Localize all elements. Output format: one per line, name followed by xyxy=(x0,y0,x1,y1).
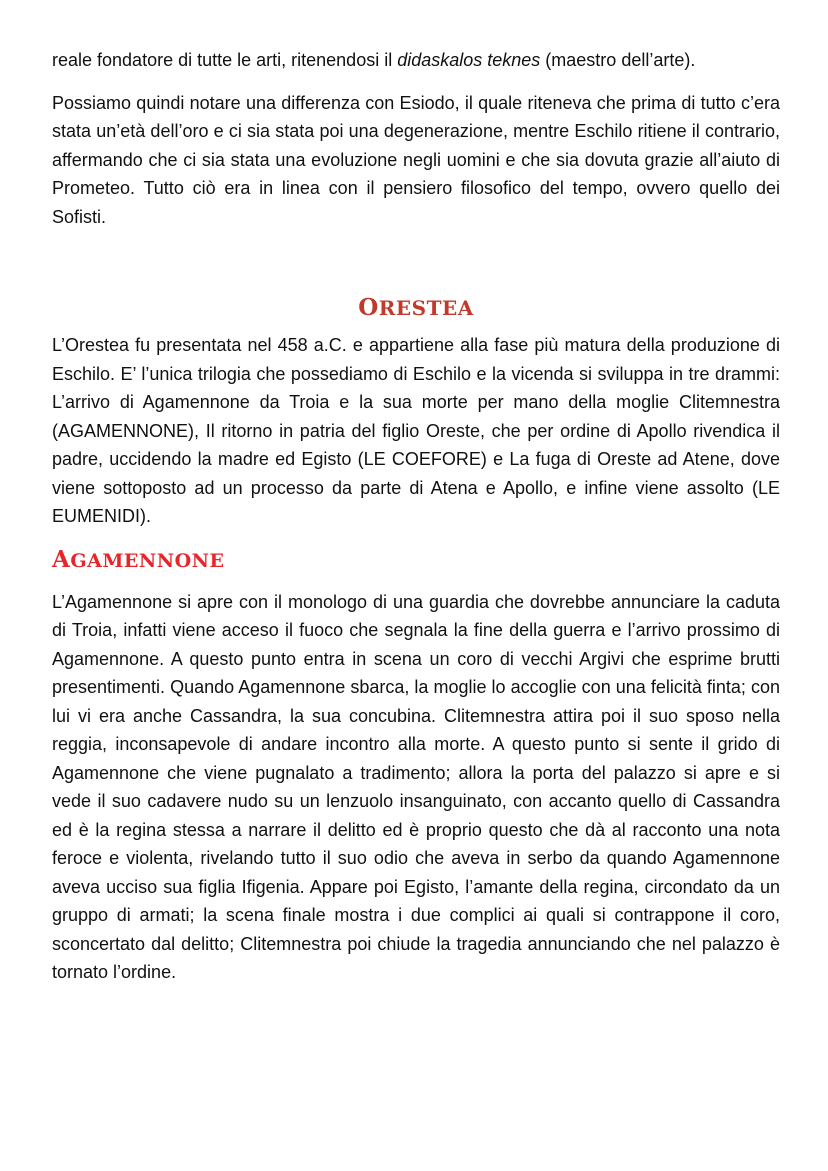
agamennone-heading xyxy=(52,547,780,574)
agamennone-heading-rest: GAMENNONE xyxy=(70,549,225,572)
intro-text-before: reale fondatore di tutte le arti, ritenendosi il xyxy=(52,50,398,70)
intro-italic-term: didaskalos teknes xyxy=(397,50,541,70)
esiodo-paragraph: Possiamo quindi notare una differenza con Esiodo, il quale riteneva che prima di tutto c’era stata un’età dell’oro e ci sia stata poi una degenerazione, mentre Eschilo ritiene il contrario, affermando che ci sia stata una evoluzione negli uomini e che sia dovuta grazie all’aiuto di Prometeo. Tutto ciò era in linea con il pensiero filosofico del tempo, ovvero quello dei Sofisti. xyxy=(52,92,780,227)
orestea-heading xyxy=(52,295,780,321)
intro-text-after: (maestro dell’arte). xyxy=(540,50,696,70)
agamennone-paragraph: L’Agamennone si apre con il monologo di una guardia che dovrebbe annunciare la caduta di Troia, infatti viene acceso il fuoco che segnala la fine della guerra e l’arrivo prossimo di Agamennone. A questo punto entra in scena un coro di vecchi Argivi che esprime brutti presentimenti. Quando Agamennone sbarca, la moglie lo accoglie con una felicità finta; con lui vi era anche Cassandra, la sua concubina. Clitemnestra attira poi il suo sposo nella reggia, inconsapevole di andare incontro alla morte. A questo punto si sente il grido di Agamennone che viene pugnalato a tradimento; allora la porta del palazzo si apre e si vede il suo cadavere nudo su un lenzuolo insanguinato, con accanto quello di Cassandra ed è la regina stessa a narrare il delitto ed è proprio questo che dà al racconto una nota feroce e violenta, rivelando tutto il suo odio che aveva in serbo da quando Agamennone aveva ucciso sua figlia Ifigenia. Appare poi Egisto, l’amante della regina, circondato da un gruppo di armati; la scena finale mostra i due complici ai quali si contrappone il coro, sconcertato dal delitto; Clitemnestra poi chiude la tragedia annunciando che nel palazzo è tornato l’ordine. xyxy=(52,591,780,982)
intro-paragraph xyxy=(52,46,780,75)
orestea-paragraph: L’Orestea fu presentata nel 458 a.C. e appartiene alla fase più matura della produzione di Eschilo. E’ l’unica trilogia che possediamo di Eschilo e la vicenda si sviluppa in tre drammi: L’arrivo di Agamennone da Troia e la sua morte per mano della moglie Clitemnestra (AGAMENNONE), Il ritorno in patria del figlio Oreste, che per ordine di Apollo rivendica il padre, uccidendo la madre ed Egisto (LE COEFORE) e La fuga di Oreste ad Atene, dove viene sottoposto ad un processo da parte di Atena e Apollo, e infine viene assolto (LE EUMENIDI). xyxy=(52,335,780,526)
orestea-heading-rest: RESTEA xyxy=(378,296,474,320)
orestea-heading-initial: O xyxy=(358,294,379,321)
agamennone-heading-initial: A xyxy=(52,545,71,573)
document-page xyxy=(52,46,780,987)
